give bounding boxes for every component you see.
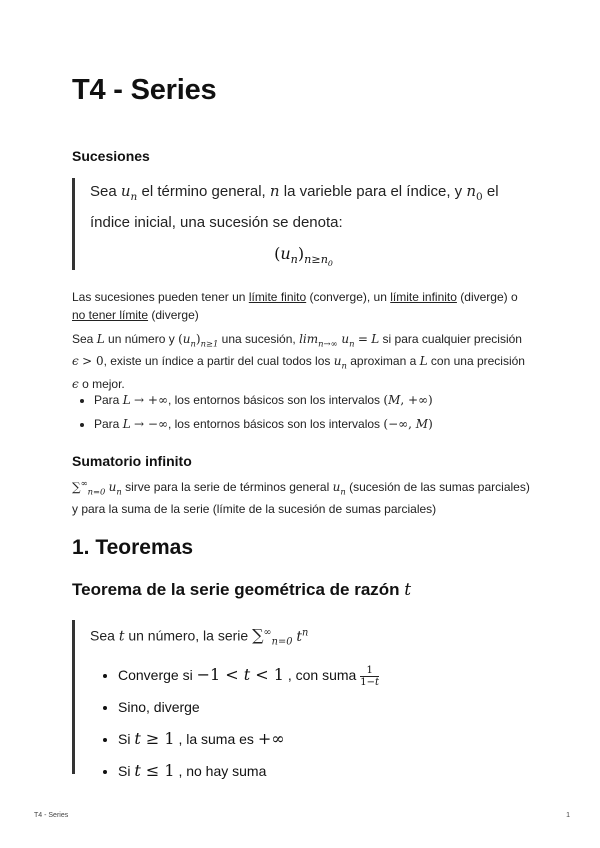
page-number: 1	[566, 812, 570, 819]
list-item: • Para L → +∞, los entornos básicos son los intervalos (M, +∞)	[94, 388, 532, 412]
sumatorio-paragraph: $\sum^\infty_{n=0}$ $u_n$ sirve para la serie de términos general $u_n$ (sucesión de las sumas parciales) y para la suma de la serie (límite de la sucesión de sumas parciales)	[72, 478, 530, 517]
no-limite-link[interactable]: no tener límite	[72, 308, 149, 322]
theorem-conditions-list	[90, 659, 532, 787]
section-heading-sucesiones: Sucesiones	[72, 148, 150, 164]
limit-definition-paragraph: Sea L un número y $(u_n)_{n\ge 1}$ una sucesión, $\lim_{n\to\infty} u_n = L$ si para cualquier precisión ϵ > 0, existe un índice a partir del cual todos los $u_n$ aproximan a L con una precisión ϵ o mejor.	[72, 332, 525, 391]
theorem-heading: Teorema de la serie geométrica de razón t	[72, 580, 412, 600]
sum-fraction: $\frac{1}{1-t}$	[360, 665, 380, 689]
list-item: • Si t ≥ 1 , la suma es +∞	[118, 723, 532, 755]
list-item: • Sino, diverge	[118, 691, 532, 723]
page-title: T4 - Series	[72, 74, 217, 106]
theorem-statement: Sea t un número, la serie $\sum^\infty_{n=0}$ $t^n$	[90, 625, 309, 648]
limits-paragraph: Las sucesiones pueden tener un límite finito (converge), un límite infinito (diverge) o no tener límite (diverge)	[72, 290, 518, 322]
neighborhoods-list	[72, 388, 532, 436]
section-heading-sumatorio: Sumatorio infinito	[72, 453, 192, 469]
list-item: • Si t ≤ 1 , no hay suma	[118, 755, 532, 787]
limite-finito-link[interactable]: límite finito	[248, 290, 307, 304]
sequence-notation-formula: $(u_n)_{n\ge n_0}$	[274, 244, 333, 269]
definition-blockquote	[72, 178, 532, 270]
limite-infinito-link[interactable]: límite infinito	[390, 290, 457, 304]
section-heading-teoremas: 1. Teoremas	[72, 536, 194, 559]
footer-title: T4 - Series	[34, 812, 69, 819]
theorem-blockquote	[72, 620, 532, 781]
list-item: • Para L → −∞, los entornos básicos son los intervalos (−∞, M)	[94, 412, 532, 436]
list-item: • Converge si −1 < t < 1 , con suma $\frac{1}{1-t}$	[118, 659, 532, 691]
definition-text: Sea $u_n$ el término general, n la varieble para el índice, y $n_0$ el índice inicial, una sucesión se denota:	[90, 182, 499, 231]
